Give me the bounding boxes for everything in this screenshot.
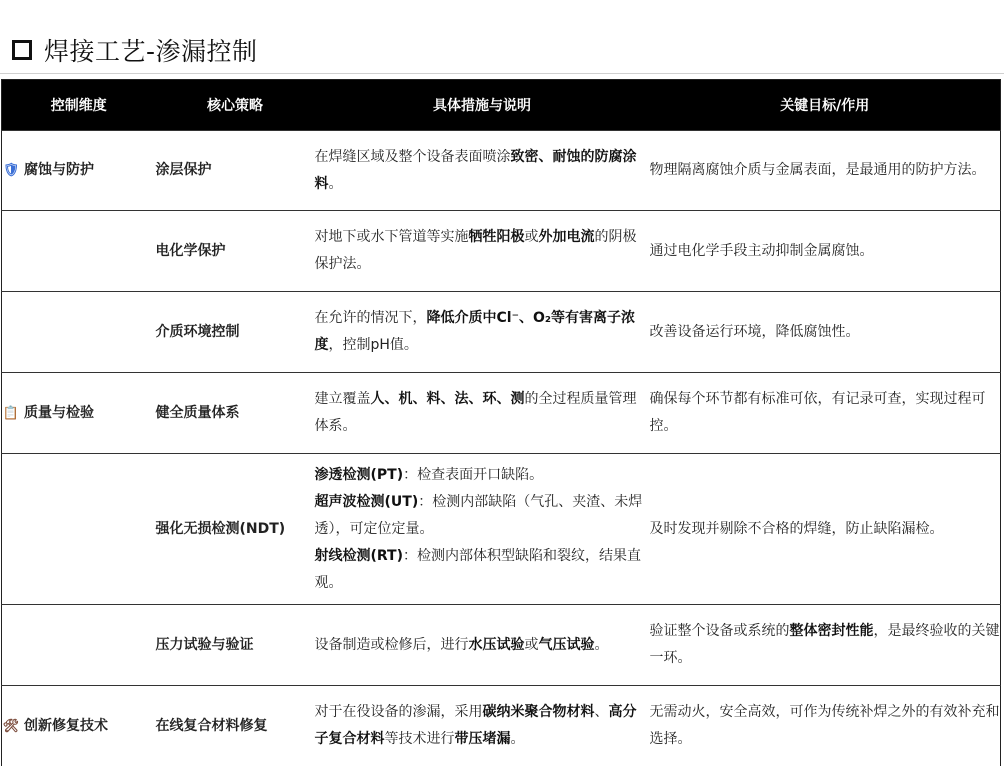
text-run: 及时发现并剔除不合格的焊缝，防止缺陷漏检。 [649,520,944,537]
text-run: ，是最终验收的关键一环。 [649,623,1000,666]
text-run: ：检测内部体积型缺陷和裂纹，结果直观。 [314,547,641,591]
emphasis-text: 人、机、料、法、环、测 [370,391,525,407]
emphasis-text: 超声波检测(UT) [314,493,419,510]
text-run: 改善设备运行环境，降低腐蚀性。 [649,323,860,340]
text-run: 或 [524,636,539,653]
text-run: 。 [594,636,609,653]
cell-strategy: 涂层保护 [156,131,315,211]
cell-strategy: 压力试验与验证 [156,605,315,686]
cell-strategy: 在线复合材料修复 [156,686,315,766]
text-run: 。 [510,731,525,747]
header-goal: 关键目标/作用 [650,80,1001,131]
text-run: 等技术进行 [384,731,455,747]
leak-control-table [1,79,1001,766]
header-strategy: 核心策略 [156,80,315,131]
header-dimension: 控制维度 [2,80,156,131]
text-run: ：检测内部缺陷（气孔、夹渣、未焊透），可定位定量。 [314,493,643,537]
square-icon [12,40,32,60]
cell-dimension [2,373,156,454]
cell-strategy: 电化学保护 [156,211,315,292]
cell-dimension [2,605,156,686]
text-run: 。 [328,175,343,192]
measure-line [315,543,650,597]
text-run: 在焊缝区域及整个设备表面喷涂 [314,148,511,165]
cell-dimension [2,131,156,211]
text-run: 的阴极保护法。 [314,229,637,272]
table-header-row [2,80,1001,131]
cell-goal [650,211,1001,292]
cell-goal [650,686,1001,766]
text-run: 对地下或水下管道等实施 [314,229,469,245]
text-run: ：检查表面开口缺陷。 [403,466,544,483]
text-run: 验证整个设备或系统的 [649,623,790,639]
cell-measures [315,211,650,292]
emphasis-text: 射线检测(RT) [314,547,403,564]
emphasis-text: 高分子复合材料 [314,704,637,747]
cell-dimension [2,686,156,766]
text-run: 在允许的情况下， [314,310,427,326]
header-measures: 具体措施与说明 [315,80,650,131]
cell-measures [315,373,650,454]
emphasis-text: 整体密封性能 [789,623,874,639]
clipboard-icon: 📋 [2,405,20,421]
emphasis-text: 牺牲阳极 [468,229,525,245]
emphasis-text: 外加电流 [538,229,595,245]
measure-line [315,462,650,489]
emphasis-text: 渗透检测(PT) [314,466,404,483]
cell-strategy: 健全质量体系 [156,373,315,454]
cell-dimension [2,454,156,605]
cell-goal [650,454,1001,605]
tools-icon: 🛠 [2,718,20,734]
measure-line [315,489,650,543]
text-run: 无需动火，安全高效，可作为传统补焊之外的有效补充和选择。 [649,704,1000,747]
text-run: 、 [594,704,609,720]
text-run: 的全过程质量管理体系。 [314,391,637,434]
text-run: 确保每个环节都有标准可依，有记录可查，实现过程可控。 [649,391,986,434]
cell-measures [315,292,650,373]
cell-dimension [2,292,156,373]
cell-goal [650,292,1001,373]
table-row [2,454,1001,605]
dimension-label: 质量与检验 [24,404,94,421]
cell-measures [315,454,650,605]
text-run: 对于在役设备的渗漏，采用 [314,704,483,720]
cell-measures [315,605,650,686]
table-row [2,605,1001,686]
cell-goal [650,605,1001,686]
text-run: 物理隔离腐蚀介质与金属表面，是最通用的防护方法。 [649,162,986,178]
cell-goal [650,131,1001,211]
emphasis-text: 水压试验 [468,636,525,653]
table-row [2,211,1001,292]
cell-strategy: 介质环境控制 [156,292,315,373]
text-run: 或 [524,229,539,245]
table-row [2,686,1001,766]
cell-measures [315,686,650,766]
table-row [2,292,1001,373]
page-title: 焊接工艺-渗漏控制 [44,37,258,66]
cell-dimension [2,211,156,292]
cell-strategy: 强化无损检测(NDT) [156,454,315,605]
emphasis-text: 带压堵漏 [454,731,511,747]
dimension-label: 腐蚀与防护 [24,162,94,178]
text-run: 建立覆盖 [314,391,371,407]
emphasis-text: 致密、耐蚀的防腐涂料 [314,148,637,192]
dimension-label: 创新修复技术 [24,717,108,734]
shield-icon: 🛡 [2,163,20,178]
cell-measures [315,131,650,211]
table-row [2,131,1001,211]
emphasis-text: 碳纳米聚合物材料 [482,704,595,720]
title-bar [12,30,258,70]
emphasis-text: 气压试验 [538,636,595,653]
table-row [2,373,1001,454]
emphasis-text: 降低介质中Cl⁻、O₂等有害离子浓度 [314,310,635,353]
cell-goal [650,373,1001,454]
text-run: ，控制pH值。 [328,337,418,353]
text-run: 设备制造或检修后，进行 [314,636,469,653]
text-run: 通过电化学手段主动抑制金属腐蚀。 [649,242,874,259]
title-divider [0,73,1004,74]
